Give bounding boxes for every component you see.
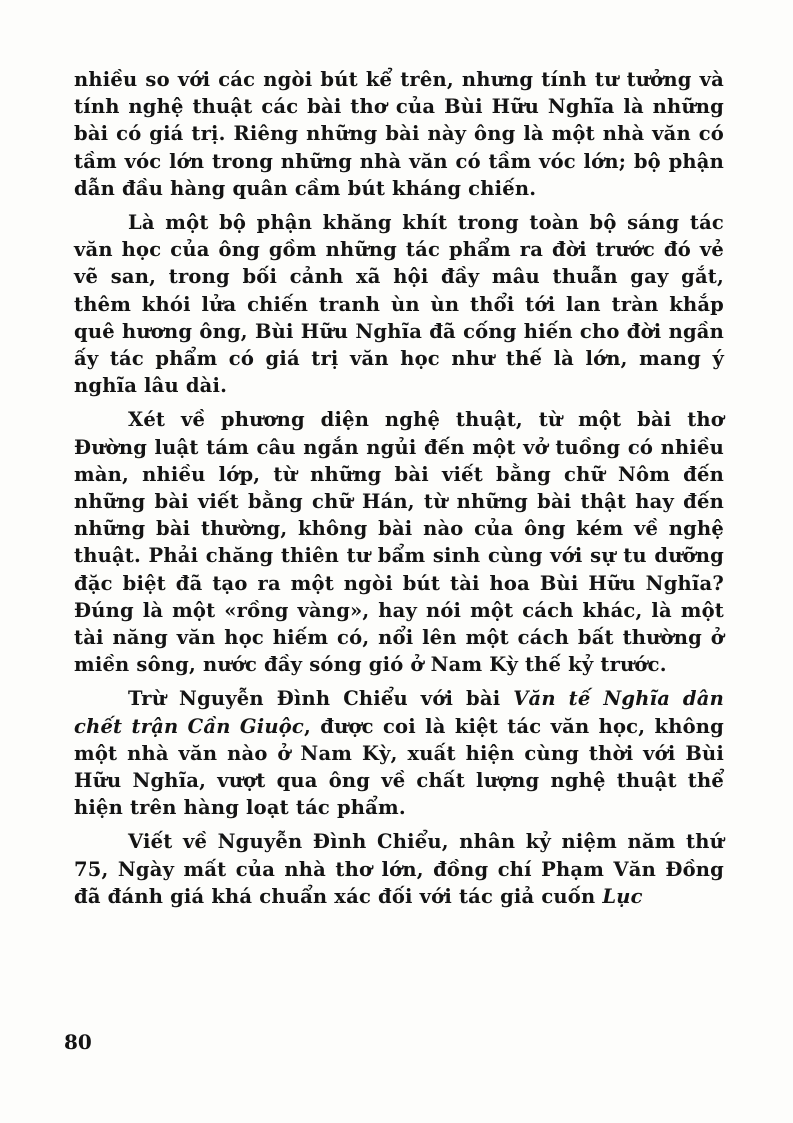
paragraph-text: nhiều so với các ngòi bút kể trên, nhưng tính tư tưởng và tính nghệ thuật các bài thơ của Bùi Hữu Nghĩa là những bài có giá trị. Riêng những bài này ông là một nhà văn có tầm vóc lớn trong những nhà văn có tầm vóc lớn; bộ phận dẫn đầu hàng quân cầm bút kháng chiến. — [74, 68, 724, 200]
paragraph-3 — [74, 406, 724, 678]
paragraph-text: Viết về Nguyễn Đình Chiểu, nhân kỷ niệm năm thứ 75, Ngày mất của nhà thơ lớn, đồng chí Phạm Văn Đồng đã đánh giá khá chuẩn xác đối với tác giả cuốn — [74, 830, 724, 908]
paragraph-text: Xét về phương diện nghệ thuật, từ một bài thơ Đường luật tám câu ngắn ngủi đến một vở tuồng có nhiều màn, nhiều lớp, từ những bài viết bằng chữ Nôm đến những bài viết bằng chữ Hán, từ những bài thật hay đến những bài thường, không bài nào của ông kém về nghệ thuật. Phải chăng thiên tư bẩm sinh cùng với sự tu dưỡng đặc biệt đã tạo ra một ngòi bút tài hoa Bùi Hữu Nghĩa? Đúng là một «rồng vàng», hay nói một cách khác, là một tài năng văn học hiếm có, nổi lên một cách bất thường ở miền sông, nước đầy sóng gió ở Nam Kỳ thế kỷ trước. — [74, 408, 724, 677]
paragraph-5 — [74, 828, 724, 910]
paragraph-4 — [74, 685, 724, 821]
body-text — [74, 66, 724, 917]
paragraph-text: Là một bộ phận khăng khít trong toàn bộ sáng tác văn học của ông gồm những tác phẩm ra đời trước đó vẻ vẽ san, trong bối cảnh xã hội đầy mâu thuẫn gay gắt, thêm khói lửa chiến tranh ùn ùn thổi tới lan tràn khắp quê hương ông, Bùi Hữu Nghĩa đã cống hiến cho đời ngần ấy tác phẩm có giá trị văn học như thế là lớn, mang ý nghĩa lâu dài. — [74, 211, 724, 398]
paragraph-text: , được coi là kiệt tác văn học, không một nhà văn nào ở Nam Kỳ, xuất hiện cùng thời với Bùi Hữu Nghĩa, vượt qua ông về chất lượng nghệ thuật thể hiện trên hàng loạt tác phẩm. — [74, 714, 724, 820]
paragraph-1 — [74, 66, 724, 202]
work-title: Văn tế Nghĩa dân chết trận Cần Giuộc — [74, 687, 724, 738]
work-title: Lục — [602, 884, 643, 908]
page-number: 80 — [64, 1030, 92, 1054]
paragraph-2 — [74, 209, 724, 399]
paragraph-text: Trừ Nguyễn Đình Chiểu với bài — [128, 687, 514, 711]
